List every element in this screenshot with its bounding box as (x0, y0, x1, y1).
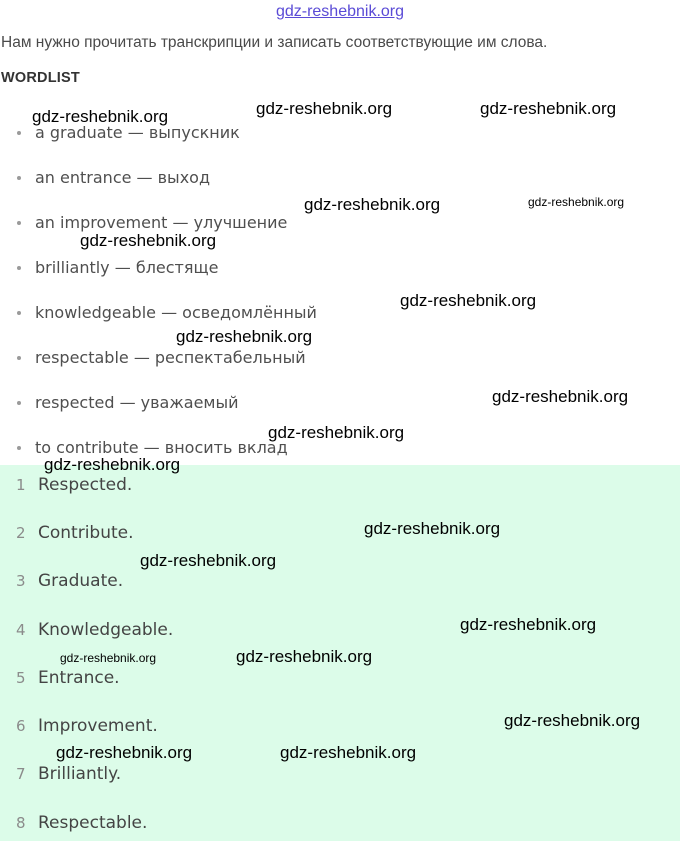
wordlist-item (17, 258, 218, 277)
answer-text: Graduate. (38, 571, 124, 591)
watermark: gdz-reshebnik.org (268, 423, 405, 442)
header-watermark-link[interactable]: gdz-reshebnik.org (275, 3, 405, 20)
wordlist-item (17, 168, 210, 187)
instruction-text: Нам нужно прочитать транскрипции и записать соответствующие им слова. (1, 34, 548, 51)
answer-number: 6 (16, 717, 26, 735)
watermark: gdz-reshebnik.org (460, 615, 597, 634)
answer-text: Brilliantly. (38, 764, 122, 784)
answer-number: 4 (16, 621, 26, 639)
watermark: gdz-reshebnik.org (528, 195, 625, 209)
watermark: gdz-reshebnik.org (140, 551, 277, 570)
answer-text: Improvement. (38, 716, 158, 736)
watermark: gdz-reshebnik.org (504, 711, 641, 730)
bullet-icon (17, 311, 21, 315)
watermark: gdz-reshebnik.org (256, 99, 393, 118)
wordlist-item-text: respectable — респектабельный (35, 348, 306, 367)
answer-number: 8 (16, 814, 26, 832)
wordlist-item-text: brilliantly — блестяще (35, 258, 219, 277)
wordlist-item-text: to contribute — вносить вклад (35, 438, 288, 457)
watermark: gdz-reshebnik.org (304, 195, 441, 214)
answer-item (16, 620, 173, 640)
answer-number: 7 (16, 765, 26, 783)
watermark: gdz-reshebnik.org (44, 455, 181, 474)
watermark: gdz-reshebnik.org (60, 651, 157, 665)
answer-item (16, 571, 123, 591)
answer-item (16, 668, 120, 688)
watermark: gdz-reshebnik.org (492, 387, 629, 406)
wordlist-item (17, 303, 317, 322)
bullet-icon (17, 401, 21, 405)
wordlist-item-text: a graduate — выпускник (35, 123, 240, 142)
answer-text: Entrance. (38, 668, 120, 688)
bullet-icon (17, 266, 21, 270)
answer-text: Respectable. (38, 813, 148, 833)
wordlist-item (17, 348, 306, 367)
answer-number: 2 (16, 524, 26, 542)
watermark: gdz-reshebnik.org (480, 99, 617, 118)
bullet-icon (17, 176, 21, 180)
bullet-icon (17, 131, 21, 135)
answer-number: 1 (16, 476, 26, 494)
watermark: gdz-reshebnik.org (56, 743, 193, 762)
bullet-icon (17, 356, 21, 360)
watermark: gdz-reshebnik.org (236, 647, 373, 666)
answer-number: 5 (16, 669, 26, 687)
wordlist-item-text: an entrance — выход (35, 168, 211, 187)
answer-item (16, 813, 147, 833)
wordlist-item-text: knowledgeable — осведомлённый (35, 303, 317, 322)
answer-number: 3 (16, 572, 26, 590)
watermark: gdz-reshebnik.org (280, 743, 417, 762)
answer-text: Contribute. (38, 523, 134, 543)
wordlist-title: WORDLIST (1, 70, 80, 86)
wordlist-item-text: an improvement — улучшение (35, 213, 288, 232)
bullet-icon (17, 221, 21, 225)
answer-text: Respected. (38, 475, 133, 495)
watermark: gdz-reshebnik.org (32, 107, 169, 126)
answer-item (16, 764, 121, 784)
watermark: gdz-reshebnik.org (364, 519, 501, 538)
watermark: gdz-reshebnik.org (176, 327, 313, 346)
answer-item (16, 716, 158, 736)
wordlist-item (17, 393, 239, 412)
answer-text: Knowledgeable. (38, 620, 174, 640)
wordlist-item-text: respected — уважаемый (35, 393, 239, 412)
bullet-icon (17, 446, 21, 450)
watermark: gdz-reshebnik.org (80, 231, 217, 250)
answer-item (16, 475, 132, 495)
answer-item (16, 523, 134, 543)
watermark: gdz-reshebnik.org (400, 291, 537, 310)
wordlist-item (17, 213, 287, 232)
